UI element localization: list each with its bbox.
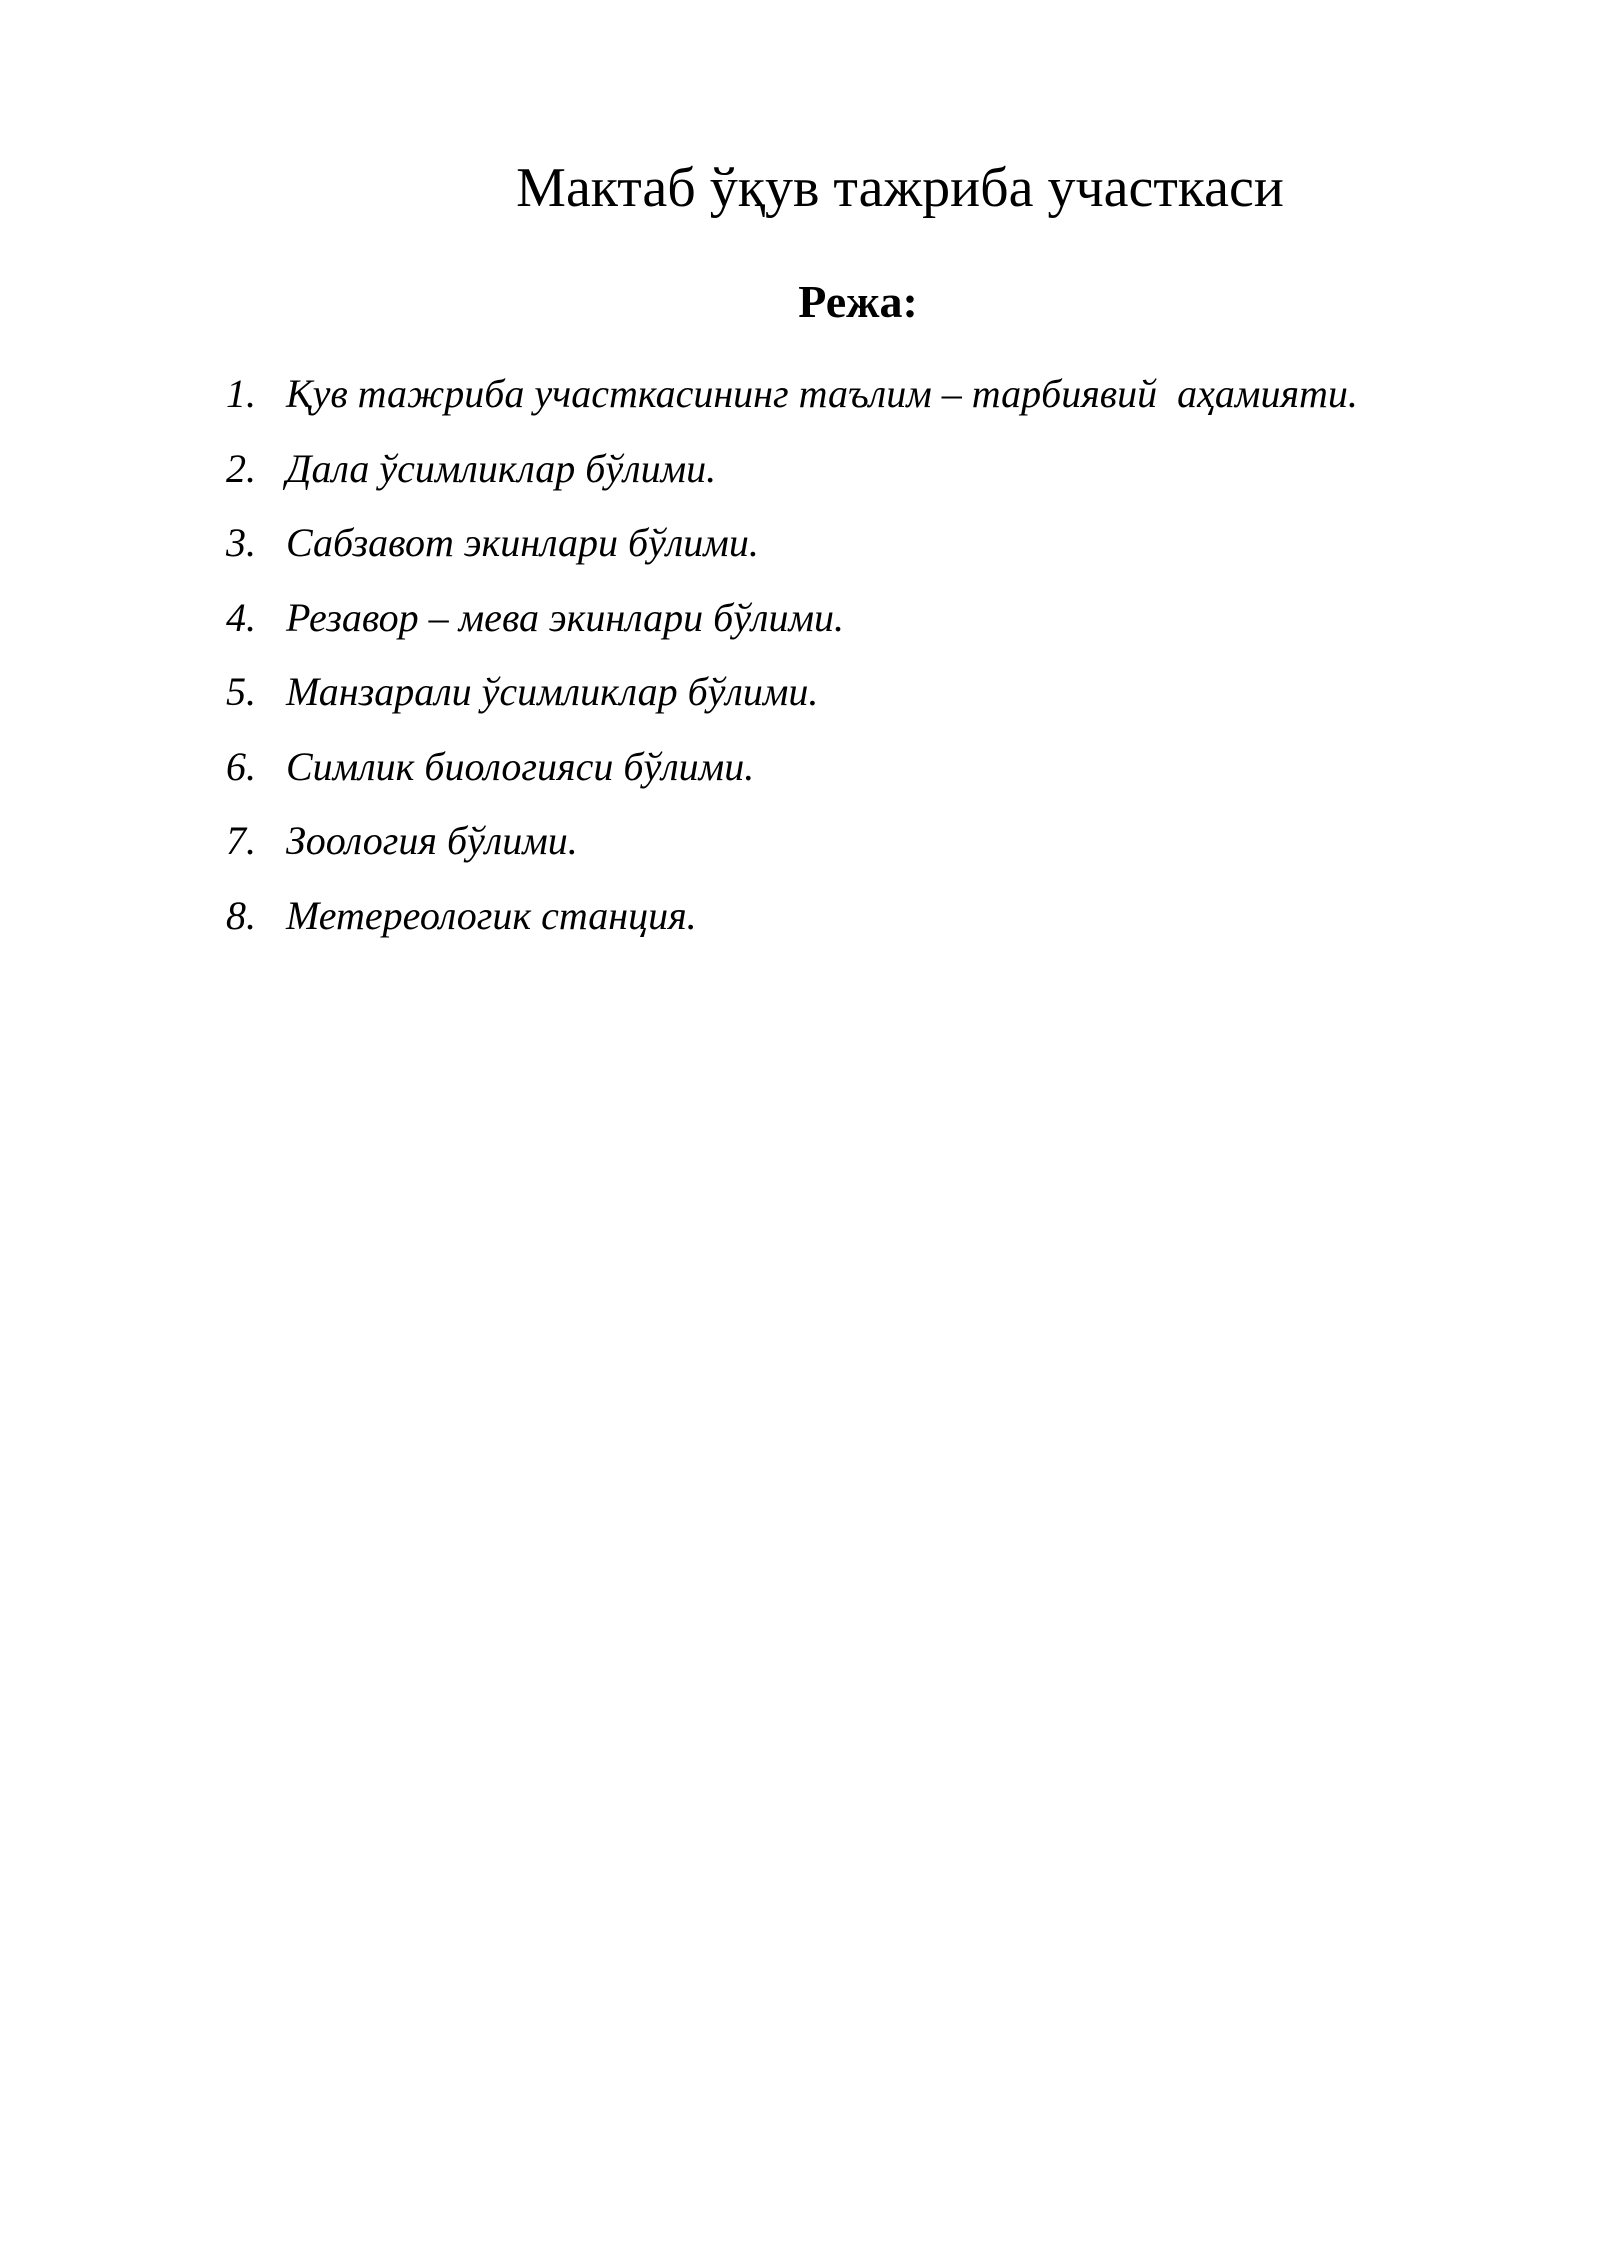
plan-item-6: [226, 743, 1358, 818]
plan-item-text: Симлик биологияси бўлими.: [286, 743, 755, 789]
plan-heading: Режа:: [798, 276, 918, 327]
plan-item-text: Метереологик станция.: [286, 892, 697, 938]
plan-list: [226, 370, 1358, 966]
plan-item-number: 6.: [226, 743, 256, 789]
plan-item-text: Резавор – мева экинлари бўлими.: [286, 594, 844, 640]
plan-item-5: [226, 668, 1358, 743]
plan-item-4: [226, 594, 1358, 669]
plan-item-8: [226, 892, 1358, 967]
plan-item-7: [226, 817, 1358, 892]
plan-item-text: Сабзавот экинлари бўлими.: [286, 520, 759, 565]
plan-item-3: [226, 519, 1358, 594]
plan-item-number: 5.: [226, 669, 256, 714]
plan-item-text: Қув тажриба участкасининг таълим – тарбиявий аҳамияти.: [286, 371, 1358, 416]
plan-item-number: 1.: [226, 371, 256, 416]
plan-item-number: 2.: [226, 445, 256, 491]
plan-item-text: Манзарали ўсимликлар бўлими.: [286, 669, 819, 714]
plan-item-number: 3.: [226, 520, 256, 565]
plan-item-number: 7.: [226, 818, 256, 863]
page-title: Мактаб ўқув тажриба участкаси: [516, 157, 1284, 219]
plan-item-number: 4.: [226, 594, 256, 640]
plan-item-text: Зоология бўлими.: [286, 818, 578, 863]
plan-item-1: [226, 370, 1358, 445]
plan-item-number: 8.: [226, 892, 256, 938]
plan-item-text: Дала ўсимликлар бўлими.: [286, 445, 717, 491]
plan-item-2: [226, 445, 1358, 520]
